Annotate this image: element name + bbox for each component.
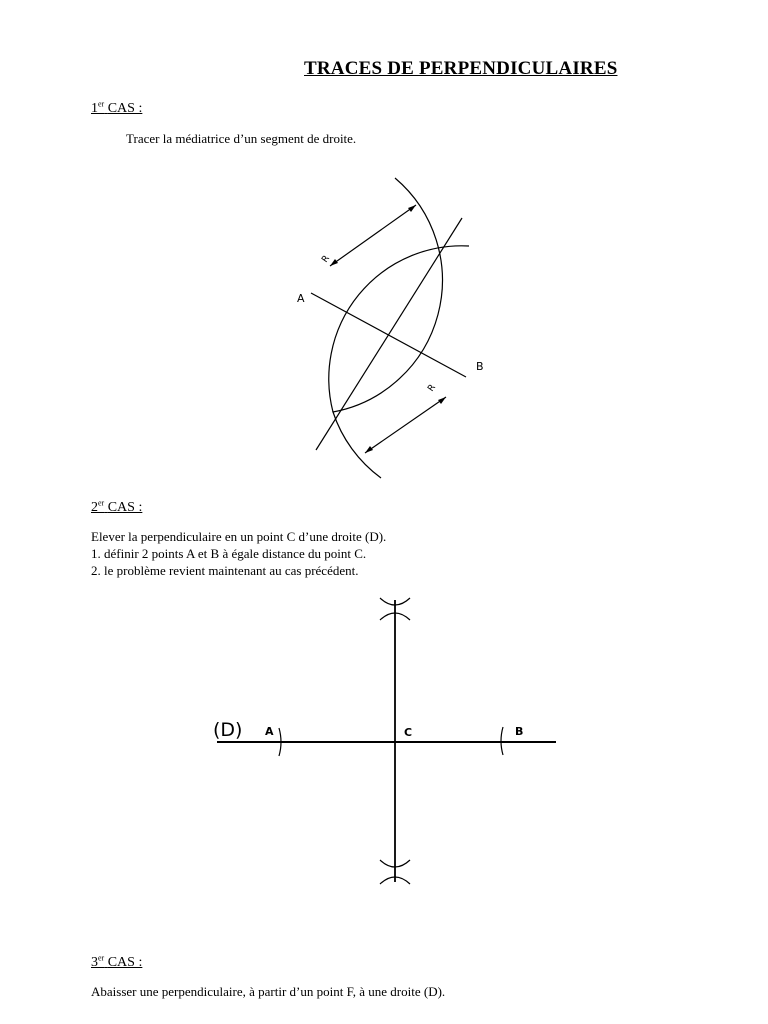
- arc-from-a: [329, 246, 469, 412]
- radius-label-bottom: R: [426, 382, 439, 394]
- case2-heading: [91, 500, 142, 516]
- case3-number: 3: [91, 955, 98, 970]
- case2-line: 1. définir 2 points A et B à égale distance du point C.: [91, 546, 367, 561]
- radius-label-top: R: [320, 253, 333, 265]
- case3-heading: [91, 955, 142, 971]
- arc-from-b: [333, 178, 442, 478]
- case2-number: 2: [91, 500, 98, 515]
- point-a-label: A: [297, 292, 305, 305]
- fig2-point-c-label: C: [404, 726, 413, 739]
- case3-ordinal: er: [98, 953, 105, 963]
- case2-line: Elever la perpendiculaire en un point C d’une droite (D).: [91, 529, 387, 544]
- case1-ordinal: er: [98, 99, 105, 109]
- arrowhead-bottom-1: [438, 397, 446, 404]
- point-b-label: B: [476, 360, 484, 373]
- case1-number: 1: [91, 101, 98, 116]
- arrowhead-bottom-2: [365, 446, 373, 453]
- page-title: TRACES DE PERPENDICULAIRES: [304, 58, 618, 79]
- radius-dimension-top: [330, 205, 416, 266]
- case2-label: CAS :: [107, 500, 143, 515]
- arrowhead-top-1: [408, 205, 416, 212]
- case2-instructions: [91, 528, 386, 579]
- case2-line: 2. le problème revient maintenant au cas précédent.: [91, 563, 359, 578]
- case3-label: CAS :: [107, 955, 143, 970]
- case2-ordinal: er: [98, 498, 105, 508]
- line-d-label: (D): [213, 719, 243, 741]
- mediatrix-figure: [311, 178, 469, 478]
- fig2-point-a-label: A: [265, 725, 274, 738]
- perpendicular-figure: [217, 598, 556, 884]
- fig2-point-b-label: B: [515, 725, 524, 738]
- case1-label: CAS :: [107, 101, 143, 116]
- radius-dimension-bottom: [365, 397, 446, 453]
- case3-instruction: Abaisser une perpendiculaire, à partir d’un point F, à une droite (D).: [91, 984, 446, 999]
- case1-instruction: Tracer la médiatrice d’un segment de droite.: [126, 131, 357, 146]
